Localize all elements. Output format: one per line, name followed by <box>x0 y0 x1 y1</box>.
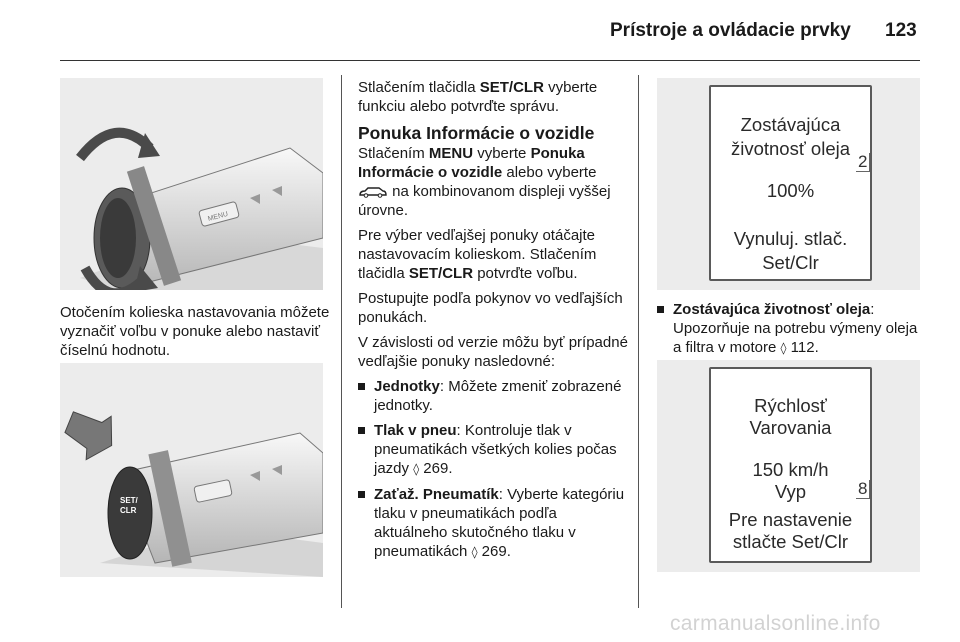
watermark: carmanualsonline.info <box>670 612 881 635</box>
display-oil-value: 100% <box>766 180 815 201</box>
car-icon <box>358 186 388 198</box>
bullet-units: Jednotky: Môžete zmeniť zobrazené jednotky. <box>358 377 630 415</box>
column-divider-right <box>638 75 639 608</box>
xref-link[interactable]: 269. <box>423 460 453 477</box>
figure-caption: Otočením kolieska nastavovania môžete vyznačiť voľbu v ponuke alebo nastaviť číselnú hodnotu. <box>60 304 330 359</box>
display-panel-oil <box>657 78 920 290</box>
display-speed-value: 150 km/h <box>752 459 829 480</box>
display-speed-line1: Rýchlosť <box>754 395 827 416</box>
stalk-illustration-top <box>60 78 323 290</box>
middle-column-text <box>358 78 630 568</box>
menu-button-label: MENU <box>207 210 229 223</box>
xref-link[interactable]: 269. <box>481 543 511 560</box>
display-panel-speed <box>657 360 920 572</box>
xref-icon: ◊ <box>413 462 420 476</box>
display-speed-line5: stlačte Set/Clr <box>732 531 849 552</box>
display-speed-index: 8 <box>856 480 870 499</box>
right-column-text <box>657 300 920 364</box>
display-oil-index: 2 <box>856 153 870 172</box>
section-heading: Ponuka Informácie o vozidle <box>358 123 595 143</box>
bullet-tyre-load: Zaťaž. Pneumatík: Vyberte kategóriu tlaku v pneumatikách podľa aktuálneho skutočného tlaku v pneumatikách ◊ 269. <box>358 485 630 562</box>
clr-label: CLR <box>120 506 137 515</box>
display-oil-life <box>709 85 872 281</box>
display-oil-line1: Zostávajúca <box>740 114 841 135</box>
xref-icon: ◊ <box>780 341 787 355</box>
intro-paragraph: Stlačením tlačidla SET/CLR vyberte funkciu alebo potvrďte správu. <box>358 79 598 115</box>
xref-icon: ◊ <box>471 545 478 559</box>
display-oil-line3: Vynuluj. stlač. <box>733 228 848 249</box>
display-speed-warning <box>709 367 872 563</box>
paragraph-follow: Postupujte podľa pokynov vo vedľajších ponukách. <box>358 290 623 326</box>
display-speed-line4: Pre nastavenie <box>728 509 853 530</box>
set-label: SET/ <box>120 496 138 505</box>
page-title: Prístroje a ovládacie prvky <box>610 20 851 41</box>
stalk-illustration-bottom <box>60 363 323 577</box>
page-number: 123 <box>885 20 917 41</box>
bullet-oil-life: Zostávajúca životnosť oleja: Upozorňuje na potrebu výmeny oleja a filtra v motore ◊ 112. <box>657 300 920 358</box>
paragraph-submenu: Pre výber vedľajšej ponuky otáčajte nastavovacím kolieskom. Stlačením tlačidla SET/CLR potvrďte voľbu. <box>358 227 597 282</box>
column-divider-left <box>341 75 342 608</box>
paragraph-menu: Stlačením MENU vyberte Ponuka Informácie o vozidle alebo vyberte na kombinovanom displeji vyššej úrovne. <box>358 145 611 219</box>
header-rule <box>60 60 920 61</box>
xref-link[interactable]: 112. <box>790 339 819 356</box>
bullet-tyre-pressure: Tlak v pneu: Kontroluje tlak v pneumatikách všetkých kolies počas jazdy ◊ 269. <box>358 421 630 479</box>
display-oil-line2: životnosť oleja <box>730 138 851 159</box>
paragraph-versions: V závislosti od verzie môžu byť prípadné vedľajšie ponuky nasledovné: <box>358 334 628 370</box>
display-speed-line2: Varovania <box>749 417 832 438</box>
display-speed-line3: Vyp <box>774 481 807 502</box>
display-oil-line4: Set/Clr <box>762 252 819 273</box>
